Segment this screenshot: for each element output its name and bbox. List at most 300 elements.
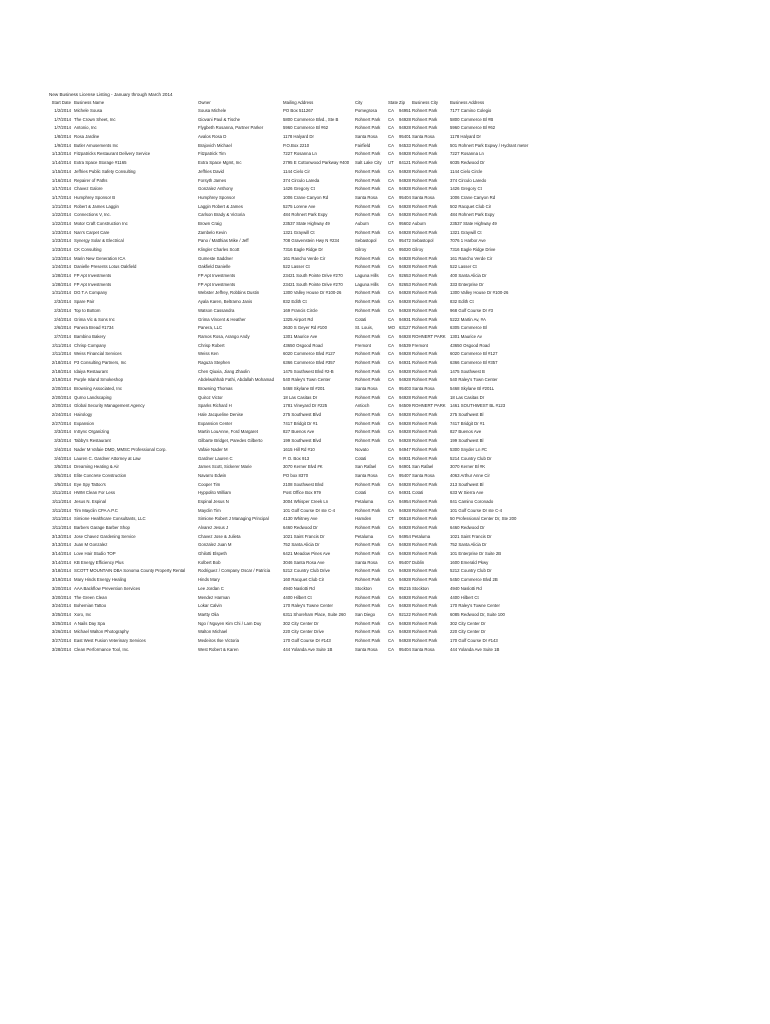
- cell-zip: 94928: [399, 394, 411, 400]
- cell-city: Rohnert Park: [355, 637, 381, 643]
- cell-business-name: Tabby's Restaurant: [74, 438, 111, 444]
- cell-zip: 94928: [399, 525, 411, 530]
- cell-city: Rohnert Park: [355, 542, 381, 548]
- cell-state: CA: [388, 559, 394, 565]
- cell-business-address: 1021 Saint Francis Dr: [450, 533, 492, 539]
- table-row: [49, 333, 729, 342]
- cell-start-date: 3/25/2014: [51, 620, 71, 626]
- cell-zip: 94928: [399, 264, 411, 270]
- cell-owner: Mendez Harman: [198, 594, 230, 600]
- cell-business-address: 4940 Naslotti Rd: [450, 585, 482, 591]
- cell-start-date: 2/20/2014: [51, 386, 71, 391]
- cell-state: CA: [388, 637, 394, 643]
- cell-start-date: 2/27/2014: [51, 420, 71, 426]
- cell-start-date: 2/20/2014: [51, 403, 71, 409]
- cell-state: CA: [388, 585, 394, 591]
- cell-owner: Grima Vincent & Heather: [198, 316, 246, 322]
- cell-business-address: 501 Rohnert Park Expwy / Hydrant meter: [450, 142, 529, 148]
- cell-business-address: 1321 Graywill Ct: [450, 229, 482, 235]
- table-row: [49, 550, 729, 559]
- cell-business-name: AAA Backflow Prevention Services: [74, 585, 141, 591]
- cell-zip: 94539: [399, 342, 411, 348]
- cell-owner: Oakfield Danielle: [198, 264, 231, 270]
- cell-start-date: 1/14/2014: [51, 160, 71, 166]
- cell-business-address: 6366 Commerce Bl #357: [450, 359, 498, 365]
- cell-city: Rohnert Park: [355, 481, 381, 487]
- cell-state: MO: [388, 325, 395, 331]
- cell-business-name: Idaiya Restaurant: [74, 368, 108, 374]
- cell-mailing-address: 540 Raley's Town Center: [283, 377, 331, 383]
- cell-business-name: FP Apt Investments: [74, 273, 112, 279]
- cell-zip: 94928: [399, 212, 411, 218]
- cell-mailing-address: 444 Yolanda Ave Suite 1B: [283, 646, 333, 652]
- cell-state: CA: [388, 194, 394, 200]
- cell-business-name: Simione Healthcare Consultants, LLC: [74, 516, 146, 522]
- cell-business-address: 213 Southwest Bl: [450, 481, 484, 487]
- cell-mailing-address: 6020 Commerce Blvd #127: [283, 351, 336, 357]
- cell-start-date: 3/5/2014: [54, 472, 71, 478]
- cell-state: CA: [388, 307, 394, 313]
- cell-mailing-address: 161 Rancho Verde Cir: [283, 255, 326, 261]
- cell-start-date: 1/28/2014: [51, 281, 71, 287]
- cell-state: CA: [388, 603, 394, 609]
- cell-state: CA: [388, 542, 394, 548]
- table-row: [49, 316, 729, 325]
- table-row: [49, 524, 729, 533]
- cell-business-name: Tim Mayclin CPA A.P.C: [74, 507, 118, 513]
- cell-city: Rohnert Park: [355, 307, 381, 313]
- cell-city: Rohnert Park: [355, 177, 381, 183]
- cell-business-city: Rohnert Park: [412, 551, 438, 557]
- cell-zip: 95602: [399, 220, 411, 226]
- cell-start-date: 3/4/2014: [54, 446, 71, 452]
- cell-start-date: 2/7/2014: [54, 333, 71, 339]
- table-row: [49, 229, 729, 238]
- cell-business-address: 1144 Cielo Circle: [450, 168, 483, 174]
- cell-start-date: 2/20/2014: [51, 394, 71, 400]
- cell-owner: Martin LouAnne, Ford Margaret: [198, 429, 258, 435]
- cell-business-city: Rohnert Park: [412, 603, 438, 609]
- cell-zip: 94928: [399, 507, 411, 513]
- cell-city: Rohnert Park: [355, 203, 381, 209]
- cell-start-date: 3/11/2014: [52, 498, 71, 504]
- cell-business-name: Butler Amusements Inc: [74, 142, 119, 148]
- table-row: [49, 446, 729, 455]
- cell-zip: 94928: [399, 577, 411, 583]
- cell-state: CA: [388, 464, 394, 470]
- cell-business-name: Panera Bread #1734: [74, 325, 114, 331]
- cell-zip: 94928: [399, 290, 411, 296]
- table-row: [49, 594, 729, 603]
- cell-start-date: 1/22/2014: [51, 212, 71, 218]
- cell-zip: 94928: [399, 186, 411, 192]
- cell-owner: Ngo / Nguyen Kim Chi / Lam Duy: [198, 620, 262, 626]
- cell-zip: 95404: [399, 646, 411, 652]
- cell-business-address: 1475 Southwest B: [450, 368, 485, 374]
- cell-business-address: 1178 Halyard Dr: [450, 134, 481, 140]
- cell-zip: 92653: [399, 281, 411, 287]
- cell-mailing-address: 4400 Hilbert Ct: [283, 594, 312, 600]
- cell-business-name: Purple Island Smokeshop: [74, 377, 123, 383]
- cell-business-name: Robert & James Laggin: [74, 203, 119, 209]
- cell-business-address: 484 Rohnert Park Expy: [450, 212, 495, 218]
- cell-business-city: Rohnert Park: [412, 142, 438, 148]
- document-title: New Business License Listing - January through March 2014: [49, 92, 173, 97]
- cell-state: CA: [388, 403, 394, 409]
- business-license-listing: [49, 91, 729, 654]
- table-row: [49, 194, 729, 203]
- cell-state: CA: [388, 394, 394, 400]
- cell-state: CA: [388, 220, 394, 226]
- cell-city: Laguna Hills: [355, 273, 379, 279]
- cell-start-date: 1/23/2014: [51, 247, 71, 252]
- cell-business-name: Chavez Galore: [74, 186, 103, 192]
- cell-business-name: Elite Concrete Construction: [74, 472, 127, 478]
- cell-business-address: 374 Circulo Laredo: [450, 177, 487, 183]
- cell-state: CA: [388, 446, 394, 452]
- cell-zip: 94928: [399, 481, 411, 487]
- column-header-mailing-address: Mailing Address: [283, 100, 314, 105]
- cell-business-name: SCOTT MOUNTAIN DBA Sonoma County Property Rental: [74, 568, 186, 574]
- table-row: [49, 455, 729, 464]
- cell-zip: 94928: [399, 377, 411, 383]
- cell-state: CA: [388, 455, 394, 461]
- cell-zip: 94928: [399, 542, 411, 548]
- cell-business-city: Rohnert Park: [412, 516, 438, 522]
- cell-business-city: Rohnert Park: [412, 629, 438, 635]
- cell-business-address: 6085 Redwood Dr, Suite 100: [450, 611, 505, 617]
- cell-state: CA: [388, 229, 394, 235]
- cell-mailing-address: 4940 Naslotti Rd: [283, 585, 315, 591]
- cell-zip: 94533: [399, 142, 411, 148]
- cell-business-city: Rohnert Park: [412, 577, 438, 583]
- cell-owner: FP Apt Investments: [198, 281, 236, 287]
- cell-mailing-address: 2795 E Cottonwood Parkway #400: [283, 160, 350, 166]
- cell-city: San Diego: [355, 611, 376, 617]
- column-header-business-address: Business Address: [450, 100, 485, 105]
- cell-business-address: 1600 Emerald Pkwy: [450, 559, 489, 565]
- cell-owner: Quiroz Victor: [198, 394, 223, 400]
- cell-business-address: 6305 Commerce Bl: [450, 325, 487, 331]
- cell-start-date: 1/23/2014: [51, 229, 71, 235]
- cell-business-name: Weiss Financial Services: [74, 351, 122, 357]
- cell-mailing-address: 170 Golf Course Dr #143: [283, 637, 331, 643]
- cell-city: Novato: [355, 446, 369, 452]
- cell-business-address: 968 Golf Course Dr #3: [450, 307, 493, 313]
- cell-state: CA: [388, 255, 394, 261]
- cell-owner: Flygbeth Rosanna, Partner Parker: [198, 125, 264, 131]
- cell-city: Rohnert Park: [355, 394, 381, 400]
- cell-mailing-address: 170 Raley's Towne Center: [283, 603, 333, 609]
- cell-owner: Brown Craig: [198, 220, 222, 226]
- cell-owner: Expansion Center: [198, 420, 233, 426]
- cell-business-address: 6460 Redwood Dr: [450, 525, 485, 530]
- cell-owner: Carlson Brady & Victoria: [198, 212, 245, 218]
- cell-owner: Fitzpatrick Tim: [198, 151, 226, 157]
- cell-business-address: 444 Yolanda Ave Suite 1B: [450, 646, 500, 652]
- cell-start-date: 3/28/2014: [51, 646, 71, 652]
- cell-owner: James Scott, Sickerer Marie: [198, 464, 252, 470]
- cell-state: CA: [388, 646, 394, 652]
- cell-city: Santa Rosa: [355, 194, 378, 200]
- cell-start-date: 1/17/2014: [51, 194, 71, 200]
- table-row: [49, 150, 729, 159]
- cell-city: Antioch: [355, 403, 370, 409]
- table-row: [49, 428, 729, 437]
- cell-city: Santa Rosa: [355, 559, 378, 565]
- cell-business-address: 302 City Center Dr: [450, 620, 486, 626]
- cell-business-name: Eye Spy Tattoo's: [74, 481, 106, 487]
- cell-business-city: Rohnert Park: [412, 151, 438, 157]
- cell-business-city: Rohnert Park: [412, 455, 438, 461]
- cell-business-address: 1006 Crane Canyon Rd: [450, 194, 496, 200]
- cell-state: CA: [388, 177, 394, 183]
- cell-state: CA: [388, 420, 394, 426]
- cell-state: CA: [388, 333, 394, 339]
- cell-state: CA: [388, 412, 394, 418]
- cell-owner: Pano / Matthias Mike / Jeff: [198, 238, 249, 244]
- cell-business-address: 23537 State Highway 49: [450, 220, 497, 226]
- cell-business-address: 161 Rancho Verde Cir: [450, 255, 493, 261]
- cell-mailing-address: 3004 Whisper Creek Ln: [283, 498, 329, 504]
- cell-city: Rohnert Park: [355, 568, 381, 574]
- cell-start-date: 1/17/2014: [51, 186, 71, 192]
- cell-business-name: Nan's Carpet Care: [74, 229, 110, 235]
- cell-start-date: 3/3/2014: [54, 438, 71, 444]
- cell-state: CA: [388, 620, 394, 626]
- cell-mailing-address: 5960 Commerce Bl #62: [283, 125, 329, 131]
- cell-mailing-address: 1321 Graywill Ct: [283, 229, 315, 235]
- cell-business-address: 5450 Commerce Blvd 2B: [450, 577, 498, 583]
- cell-mailing-address: 275 Southwest Blvd: [283, 412, 321, 418]
- cell-city: Rohnert Park: [355, 438, 381, 444]
- table-row: [49, 168, 729, 177]
- cell-city: Gilroy: [355, 247, 367, 252]
- cell-business-address: 4400 Hilbert Ct: [450, 594, 479, 600]
- cell-state: CA: [388, 238, 394, 244]
- cell-business-name: Michael Walton Photography: [74, 629, 129, 635]
- cell-business-address: 5212 Country Club Dr: [450, 568, 492, 574]
- cell-city: Petaluma: [355, 533, 374, 539]
- cell-state: CT: [388, 516, 394, 522]
- cell-zip: 92653: [399, 273, 411, 279]
- cell-start-date: 3/14/2014: [51, 559, 71, 565]
- cell-business-name: Jeffries Public Safety Consulting: [74, 168, 136, 174]
- cell-business-city: Gilroy: [412, 247, 424, 252]
- cell-business-name: Lauren C. Gardner Attorney at Law: [74, 455, 141, 461]
- cell-city: Rohnert Park: [355, 620, 381, 626]
- cell-state: CA: [388, 116, 394, 122]
- cell-business-city: Rohnert Park: [412, 446, 438, 452]
- cell-zip: 94928: [399, 333, 411, 339]
- cell-zip: 94931: [399, 316, 411, 322]
- cell-business-city: Rohnert Park: [412, 594, 438, 600]
- cell-start-date: 2/18/2014: [51, 368, 71, 374]
- cell-city: Rohnert Park: [355, 290, 381, 296]
- cell-zip: 94931: [399, 490, 411, 496]
- cell-business-city: Rohnert Park: [412, 168, 438, 174]
- cell-state: CA: [388, 125, 394, 131]
- cell-state: CA: [388, 533, 394, 539]
- cell-city: Cotati: [355, 316, 367, 322]
- cell-mailing-address: 1021 Saint Francis Dr: [283, 533, 325, 539]
- cell-business-name: Qurno Landscaping: [74, 394, 112, 400]
- cell-business-address: 43650 Osgood Road: [450, 342, 490, 348]
- cell-business-city: Rohnert Park: [412, 177, 438, 183]
- cell-owner: Watson Cassandra: [198, 307, 235, 313]
- cell-city: Rohnert Park: [355, 594, 381, 600]
- cell-business-city: Rohnert Park: [412, 203, 438, 209]
- cell-owner: Lokar Calvin: [198, 603, 222, 609]
- cell-mailing-address: 374 Circulo Lareda: [283, 177, 320, 183]
- cell-business-name: KB Energy Efficiency Plus: [74, 559, 124, 565]
- cell-state: CA: [388, 186, 394, 192]
- table-row: [49, 394, 729, 403]
- cell-state: UT: [388, 160, 394, 166]
- cell-start-date: 3/27/2014: [51, 637, 71, 643]
- cell-city: Rohnert Park: [355, 299, 381, 305]
- cell-city: Rohnert Park: [355, 429, 381, 435]
- cell-owner: Sousa Michele: [198, 108, 227, 113]
- cell-business-city: Rohnert Park: [412, 116, 438, 122]
- cell-business-address: 5214 Country Club Dr: [450, 455, 492, 461]
- cell-zip: 95407: [399, 472, 411, 478]
- cell-owner: Gonzalez Juan M: [198, 542, 232, 548]
- table-body: [49, 107, 729, 654]
- table-row: [49, 585, 729, 594]
- cell-owner: Lee Jordan C: [198, 585, 224, 591]
- cell-mailing-address: 6460 Redwood Dr: [283, 525, 318, 530]
- cell-city: Rohnert Park: [355, 255, 381, 261]
- cell-zip: 63127: [399, 325, 411, 331]
- cell-start-date: 2/3/2014: [54, 307, 71, 313]
- cell-state: CA: [388, 247, 394, 252]
- cell-start-date: 1/2/2014: [54, 108, 71, 113]
- cell-start-date: 1/16/2014: [51, 177, 71, 183]
- cell-mailing-address: 7316 Eagle Ridge Dr: [283, 247, 323, 252]
- cell-business-address: 6020 Commerce Bl #127: [450, 351, 498, 357]
- cell-state: CA: [388, 212, 394, 218]
- cell-state: CA: [388, 359, 394, 365]
- cell-mailing-address: 5800 Commerce Blvd., Ste B: [283, 116, 339, 122]
- cell-city: Santa Rosa: [355, 386, 378, 391]
- cell-state: CA: [388, 264, 394, 270]
- cell-business-name: HWM Clean For Less: [74, 490, 116, 496]
- cell-business-name: Humphrey Sponsor B: [74, 194, 116, 200]
- cell-zip: 94928: [399, 299, 411, 305]
- cell-mailing-address: 6366 Commerce Blvd #357: [283, 359, 336, 365]
- cell-business-address: 170 Golf Course Dr #143: [450, 637, 498, 643]
- cell-business-address: 832 Edith Ct: [450, 299, 474, 305]
- table-row: [49, 498, 729, 507]
- cell-mailing-address: PO Box 511267: [283, 108, 314, 113]
- cell-owner: Jeffries David: [198, 168, 224, 174]
- cell-business-city: Rohnert Park: [412, 212, 438, 218]
- cell-owner: Gonzalez Anthony: [198, 186, 233, 192]
- cell-business-city: Petaluma: [412, 533, 431, 539]
- cell-zip: 94928: [399, 229, 411, 235]
- table-row: [49, 402, 729, 411]
- cell-city: St. Louis,: [355, 325, 373, 331]
- cell-zip: 95404: [399, 194, 411, 200]
- cell-business-address: 1301 Maurice Av: [450, 333, 482, 339]
- table-row: [49, 576, 729, 585]
- cell-owner: West Robert & Karen: [198, 646, 239, 652]
- cell-zip: 94928: [399, 594, 411, 600]
- cell-business-name: Motor Craft Construction Inc: [74, 220, 128, 226]
- table-row: [49, 420, 729, 429]
- table-row: [49, 376, 729, 385]
- cell-business-city: Rohnert Park: [412, 125, 438, 131]
- cell-zip: 94509: [399, 403, 411, 409]
- cell-business-city: Santa Rosa: [412, 194, 435, 200]
- cell-start-date: 3/5/2014: [54, 464, 71, 470]
- column-header-business-city: Business City: [412, 100, 439, 105]
- table-row: [49, 507, 729, 516]
- cell-mailing-address: 484 Rohnert Park Expy: [283, 212, 328, 218]
- cell-business-address: 333 Enterprise Dr: [450, 281, 484, 287]
- cell-business-name: Marin New Generation ICA: [74, 255, 126, 261]
- cell-city: Cotati: [355, 455, 367, 461]
- cell-owner: Brajovich Michael: [198, 142, 232, 148]
- cell-state: CA: [388, 568, 394, 574]
- cell-business-name: Repairer of Paths: [74, 177, 108, 183]
- cell-business-name: Danielle Presents Lotus Oakfield: [74, 264, 137, 270]
- cell-start-date: 3/13/2014: [51, 542, 71, 548]
- cell-state: CA: [388, 108, 394, 113]
- cell-zip: 94928: [399, 551, 411, 557]
- table-row: [49, 515, 729, 524]
- cell-mailing-address: 6311 Shoreham Place, Suite 260: [283, 611, 346, 617]
- cell-owner: Avalos Rosa D: [198, 134, 227, 140]
- cell-start-date: 2/11/2014: [52, 351, 71, 357]
- cell-mailing-address: 7417 Bridgit Dr #1: [283, 420, 318, 426]
- cell-business-name: Grima Vic & Sons Inc: [74, 316, 115, 322]
- cell-owner: Extra Space Mgmt, Inc: [198, 160, 242, 166]
- cell-business-name: Love Hair Studio TOP: [74, 551, 116, 557]
- cell-business-city: Rohnert Park: [412, 299, 438, 305]
- table-row: [49, 272, 729, 281]
- table-row: [49, 489, 729, 498]
- cell-business-address: 827 Buenos Ave: [450, 429, 482, 435]
- cell-zip: 94947: [399, 446, 411, 452]
- cell-zip: 95407: [399, 559, 411, 565]
- cell-business-address: 6035 Redwood Dr: [450, 160, 485, 166]
- cell-city: Rohnert Park: [355, 368, 381, 374]
- table-row: [49, 472, 729, 481]
- cell-business-address: 522 Lasser Ct: [450, 264, 477, 270]
- table-row: [49, 611, 729, 620]
- cell-business-city: Santa Rosa: [412, 134, 435, 140]
- cell-start-date: 3/24/2014: [51, 603, 71, 609]
- cell-business-name: Hairology: [74, 412, 93, 418]
- cell-business-city: Stockton: [412, 585, 429, 591]
- cell-mailing-address: 5275 Lorene Ave: [283, 203, 316, 209]
- cell-zip: 94928: [399, 116, 411, 122]
- table-row: [49, 359, 729, 368]
- table-row: [49, 646, 729, 655]
- cell-state: CA: [388, 290, 394, 296]
- cell-zip: 94928: [399, 637, 411, 643]
- cell-owner: Walton Michael: [198, 629, 228, 635]
- cell-city: Rohnert Park: [355, 551, 381, 557]
- cell-owner: Vafaie Nader M: [198, 446, 228, 452]
- cell-business-address: 199 Southwest Bl: [450, 438, 484, 444]
- cell-business-city: ROHNERT PARK: [412, 333, 446, 339]
- cell-business-address: 275 Southwest Bl: [450, 412, 484, 418]
- cell-business-city: Rohnert Park: [412, 264, 438, 270]
- table-row: [49, 385, 729, 394]
